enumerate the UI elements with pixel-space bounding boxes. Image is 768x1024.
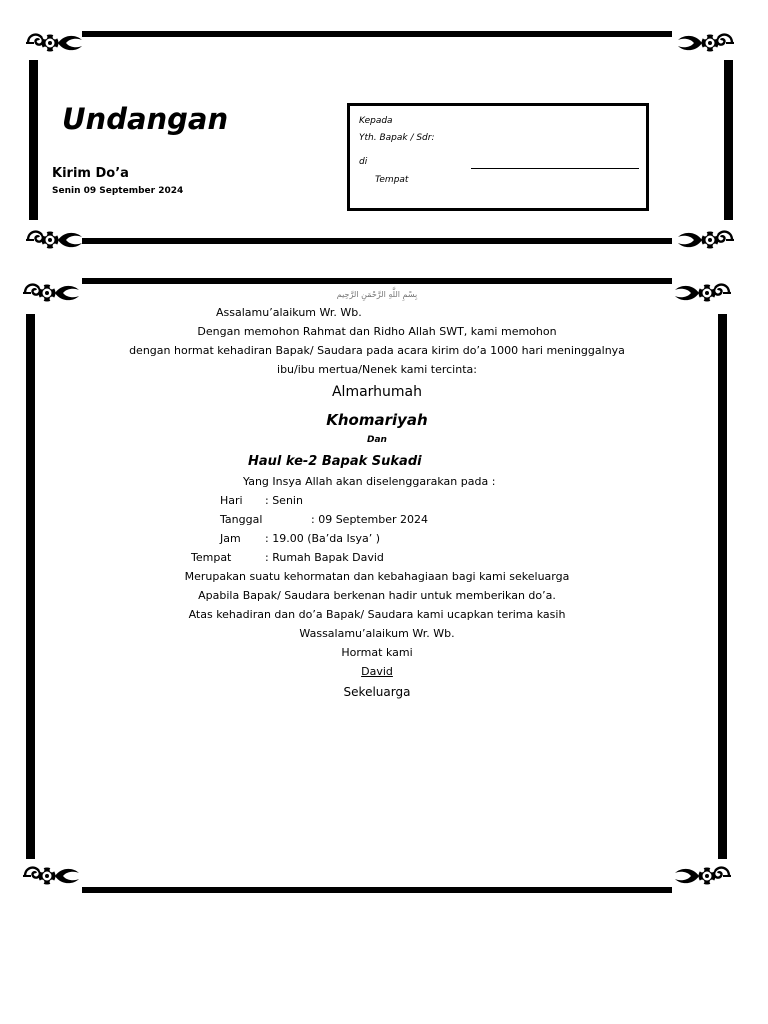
- frame-bottom-border: [82, 887, 672, 893]
- detail-label-time: Jam: [220, 532, 241, 545]
- closing-line-1: Merupakan suatu kehormatan dan kebahagiaan bagi kami sekeluarga: [184, 570, 570, 583]
- frame-bottom-border: [82, 238, 672, 244]
- detail-label-day: Hari: [220, 494, 243, 507]
- event-name: Kirim Do’a: [52, 166, 129, 181]
- detail-value-place: : Rumah Bapak David: [265, 551, 384, 564]
- closing-line-3: Atas kehadiran dan do’a Bapak/ Saudara kami ucapkan terima kasih: [188, 608, 566, 621]
- detail-value-day: : Senin: [265, 494, 303, 507]
- deceased-name: Khomariyah: [326, 411, 428, 429]
- corner-ornament-icon: [21, 861, 83, 891]
- to-label: Kepada: [359, 116, 393, 126]
- late-label: Almarhumah: [331, 384, 423, 400]
- corner-ornament-icon: [674, 28, 736, 58]
- corner-ornament-icon: [674, 225, 736, 255]
- basmalah: بِسْمِ اللَّهِ الرَّحْمَنِ الرَّحِيم: [336, 290, 418, 299]
- corner-ornament-icon: [671, 861, 733, 891]
- address-box: [347, 103, 649, 211]
- intro-line-2: dengan hormat kehadiran Bapak/ Saudara pada acara kirim do’a 1000 hari meninggalnya: [129, 344, 625, 357]
- conjunction: Dan: [367, 435, 387, 445]
- recipient-label: Yth. Bapak / Sdr:: [359, 133, 435, 143]
- regards: Hormat kami: [341, 646, 413, 659]
- detail-label-date: Tanggal: [220, 513, 263, 526]
- detail-value-time: : 19.00 (Ba’da Isya’ ): [265, 532, 380, 545]
- signer-name: David: [361, 665, 393, 678]
- farewell: Wassalamu’alaikum Wr. Wb.: [299, 627, 455, 640]
- intro-line-3: ibu/ibu mertua/Nenek kami tercinta:: [277, 363, 477, 376]
- family-label: Sekeluarga: [343, 685, 411, 699]
- haul-title: Haul ke-2 Bapak Sukadi: [248, 454, 422, 469]
- invitation-title: Undangan: [62, 102, 229, 136]
- frame-left-border: [29, 60, 38, 220]
- greeting: Assalamu’alaikum Wr. Wb.: [216, 306, 362, 319]
- frame-top-border: [82, 31, 672, 37]
- detail-value-date: : 09 September 2024: [311, 513, 428, 526]
- place-label: Tempat: [375, 175, 409, 185]
- at-label: di: [359, 157, 368, 167]
- event-date: Senin 09 September 2024: [52, 186, 184, 196]
- recipient-address-line: [471, 168, 639, 169]
- corner-ornament-icon: [24, 225, 86, 255]
- schedule-intro: Yang Insya Allah akan diselenggarakan pada :: [243, 475, 496, 488]
- intro-line-1: Dengan memohon Rahmat dan Ridho Allah SWT, kami memohon: [197, 325, 557, 338]
- closing-line-2: Apabila Bapak/ Saudara berkenan hadir untuk memberikan do’a.: [198, 589, 556, 602]
- frame-top-border: [82, 278, 672, 284]
- detail-label-place: Tempat: [191, 551, 232, 564]
- frame-right-border: [724, 60, 733, 220]
- corner-ornament-icon: [24, 28, 86, 58]
